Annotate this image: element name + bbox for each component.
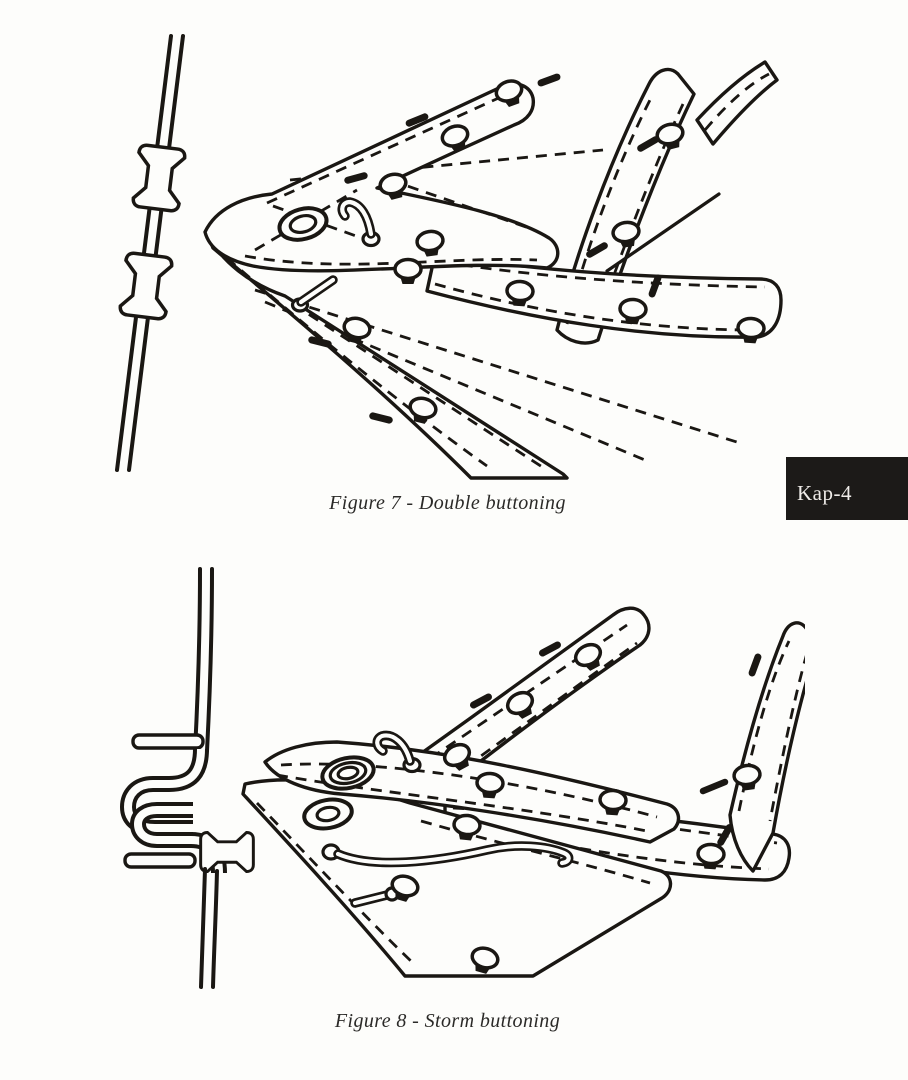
fabric-edge-with-storm-clasp (125, 569, 253, 987)
toggle-button (132, 144, 185, 211)
fabric-edge-with-toggles (117, 36, 186, 470)
toggle-bar (133, 735, 203, 748)
figure-7-illustration (105, 28, 795, 480)
toggle-bar (125, 854, 195, 867)
button-shank (293, 280, 334, 311)
figure-8-caption: Figure 8 - Storm buttoning (334, 1010, 561, 1032)
toggle-button (201, 832, 254, 871)
chapter-tab: Kap-4 (786, 457, 908, 520)
figure-7-caption: Figure 7 - Double buttoning (329, 492, 566, 514)
toggle-button (119, 252, 172, 319)
figure-8-illustration (105, 563, 805, 995)
